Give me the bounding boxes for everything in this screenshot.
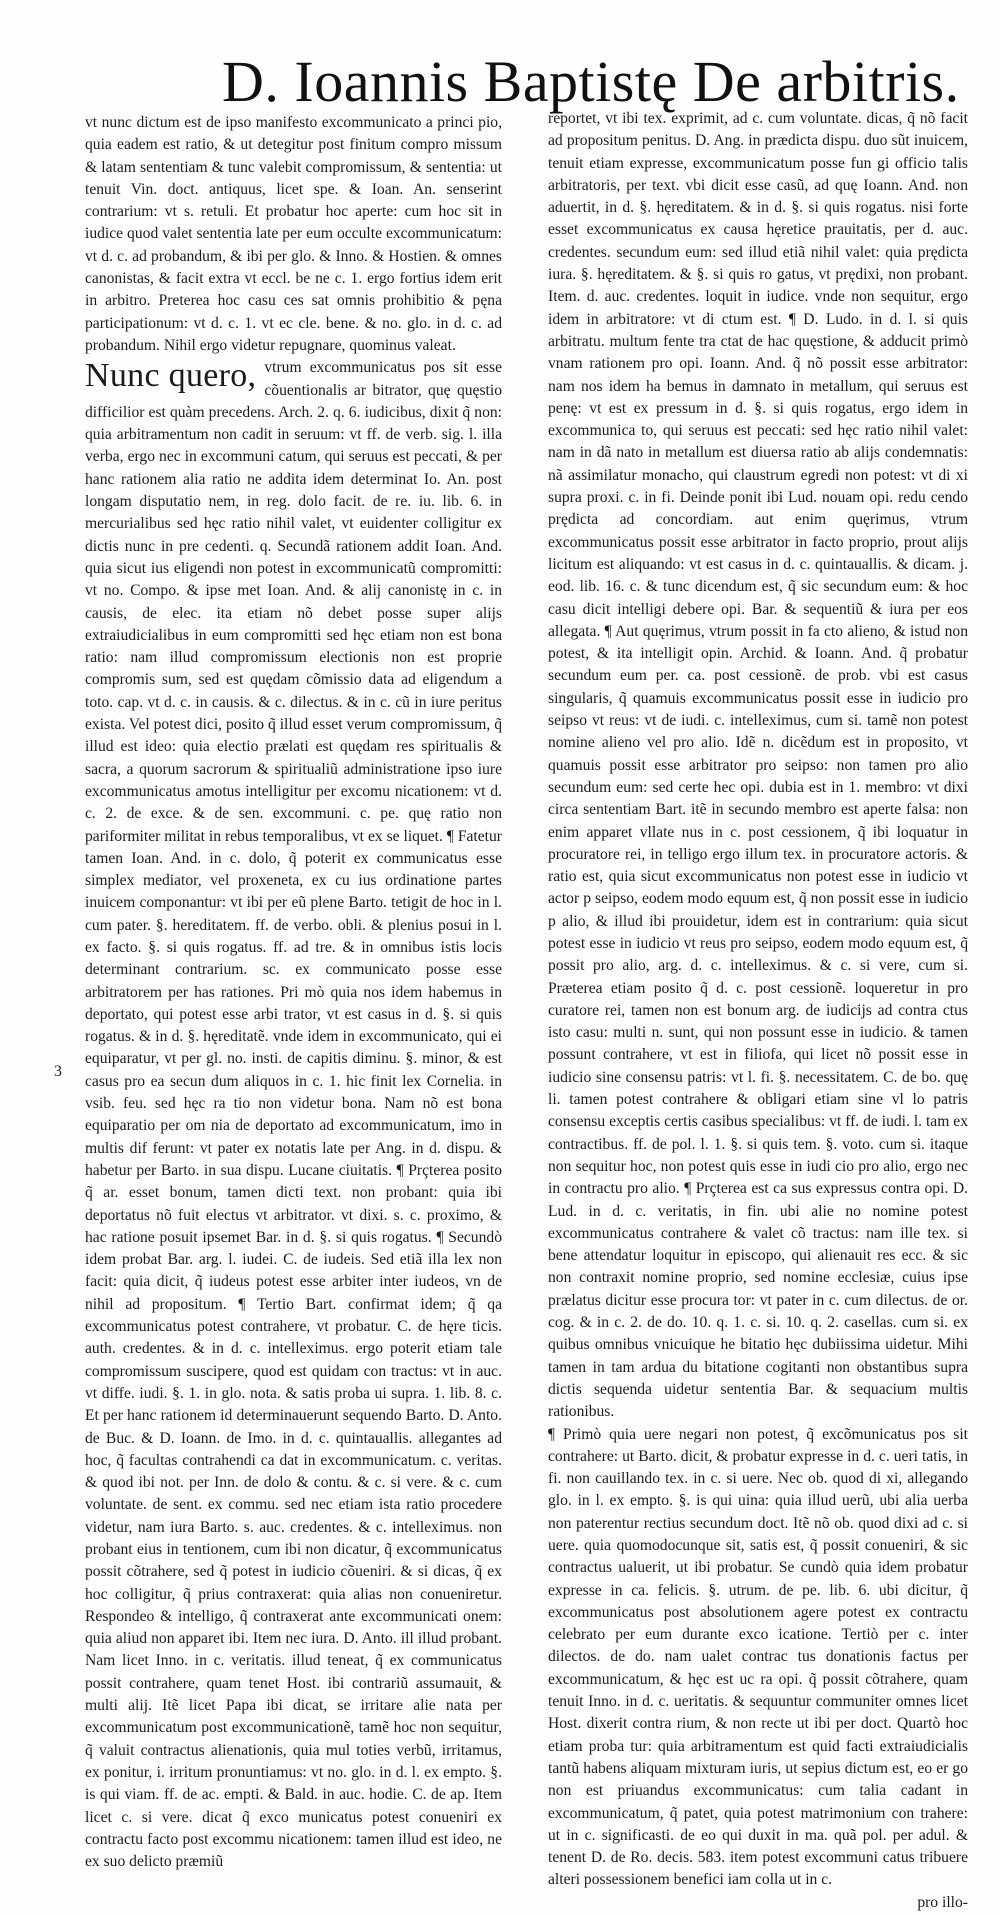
right-paragraph-1: reportet, vt ibi tex. exprimit, ad c. cum voluntate. dicas, q̃ nõ facit ad propositum penitus. D. Ang. in prædicta dispu. duo sũt inuicem, tenuit etiam expresse, excommunicatum posse fun gi officio talis arbitratoris, per text. vbi dicit esse casũ, ad quę Ioann. And. non aduertit, in d. §. hęreditatem. & in d. §. si quis rogatus. nisi forte esset excommunicatus ex causa hęretice prauitatis, per d. auc. credentes. secundum eum: sed illud etiã nihil valet: quia prędicta iura. §. hęreditatem. & §. si quis ro gatus, vt prędixi, non probant. Item. d. auc. credentes. loquit in iudice. vnde non sequitur, ergo idem in arbitratore: vt di ctum est. ¶ D. Ludo. in d. l. si quis arbitratu. multum fente tra ctat de hac quęstione, & adducit primò vnam rationem pro opi. Ioann. And. q̃ nõ possit esse arbitrator: nam nos idem ha bemus in damnato in metallum, qui seruus est penę: vt est ex pressum in d. §. si quis rogatus, ergo idem in excommunica to, qui seruus est peccati: sed hęc ratio nihil valet: nam in dã nato in metallum est diuersa ratio ab alijs condemnatis: nã assimilatur monacho, qui claustrum egredi non potest: vt di xi supra proxi. c. in fi. Deinde ponit ibi Lud. nouam opi. redu cendo prędicta ad concordiam. aut enim quęrimus, vtrum excommunicatus possit esse arbitrator in facto proprio, prout alijs licitum est aliquando: vt est casus in d. c. quintauallis. & dicam. j. eod. lib. 16. c. & tunc dicendum est, q̃ sic secundum eum: & hoc casu dicit intelligi debere opi. Bar. & sequentiũ & iura per eos allegata. ¶ Aut quęrimus, vtrum possit in fa cto alieno, & istud non potest, & ita intelligit opin. Archid. & Ioann. And. q̃ probatur secundum eum per. ca. post cessionẽ. de prob. vbi est casus singularis, q̃ quamuis excommunicatus possit esse in iudicio pro seipso vt reus: vt de iudi. c. intelleximus, cum si. tamẽ non potest nomine alieno vel pro alio. Idẽ n. dicẽdum est in proposito, vt quamuis possit esse arbitrator pro seipso: non tamen pro alio secundum eum: sed certe hec opi. dubia est in 1. membro: vt dixi circa sententiam Bart. itẽ in secundo membro est aperte falsa: non enim apparet vllate nus in c. post cessionem, q̃ ibi loquatur in procuratore rei, in telligo ergo illum tex. in procuratore actoris. & ratio est, quia sicut excommunicatus non potest esse in iudicio vt actor p seipso, eodem modo equum est, q̃ non possit esse in iudicio p alio, & illud ibi prouidetur, idem est in contrarium: quia sicut potest esse in iudicio vt reus pro seipso, eodem modo equum est, q̃ possit pro alio, arg. d. c. intelleximus. & c. si vere, cum si. Præterea etiam posito q̃ d. c. post cessionẽ. loqueretur in pro curatore rei, tamen non est bonum arg. de iudicijs ad contra ctus isto casu: multi n. sunt, qui non possunt esse in iudicio. & tamen possunt contrahere, vt est in filiofa, qui licet nõ possit esse in iudicio sine consensu patris: vt l. fi. §. necessitatem. C. de bo. quę li. tamen potest contrahere & obligari etiam sine vl lo patris consensu exceptis certis casibus specialibus: vt ff. de iudi. l. tam ex contractibus. ff. de pol. l. 1. §. si quis tem. §. voto. cum si. itaque non sequitur hoc, non potest quis esse in iudi cio pro alio, ergo nec in contractu pro alio. ¶ Prçterea est ca sus expressus contra opi. D. Lud. in d. c. veritatis, in fin. ubi alie no nomine potest excommunicatus contrahere & valet cõ tractus: nam ille tex. si bene attendatur loquitur in episcopo, qui alienauit res ecc. & sic non contraxit nomine proprio, sed nomine ecclesiæ, cuius ipse prælatus dicitur esse procura tor: vt pater in c. cum dilectus. de or. cog. & in c. 2. de do. 10. q. 1. c. si. 10. q. 2. casellas. cum si. ex quibus omnibus vnicuique he bitatio hęc dubiissima uidetur. Mihi tamen in tam ardua du bitatione cogitanti non obstantibus supra dictis sequenda uidetur sententia Bar. & sequacium multis rationibus.: [548, 110, 968, 1421]
right-column: [548, 108, 968, 1914]
section-drop-heading: Nunc quero,: [85, 357, 257, 395]
left-paragraph-2: [85, 357, 502, 1873]
left-paragraph-1: vt nunc dictum est de ipso manifesto excommunicato a princi pio, quia eadem est ratio, & ut detegitur post finitum compro missum & latam sententiam & tunc valebit compromissum, & sententia: ut tenuit Vin. doct. antiquus, licet spe. & Ioan. An. senserint contrarium: vt s. retuli. Et probatur hoc aperte: cum hoc sit in iudice quod valet sententia late per eum occulte excommunicatum: vt d. c. ad probandum, & ibi per glo. & Inno. & Hostien. & omnes canonistas, & facit extra vt eccl. be ne c. 1. ergo fortius idem erit in arbitro. Preterea hoc casu ces sat omnis prohibitio & pęna participationum: vt d. c. 1. vt ec cle. bene. & no. glo. in d. c. ad probandum. Nihil ergo videtur repugnare, quominus valeat.: [85, 114, 502, 354]
left-paragraph-2-text: vtrum excommunicatus pos sit esse cõuentionalis ar bitrator, quę quęstio difficilior est quàm precedens. Arch. 2. q. 6. iudicibus, dixit q̃ non: quia arbitramentum non cadit in seruum: vt ff. de verb. sig. l. illa verba, ergo nec in excommuni catum, qui seruus est peccati, & per hanc rationem alia ratio ne addita idem determinat Io. An. post longam disputatio nem, in reg. dolo facit. de re. iu. lib. 6. in mercurialibus sed hęc ratio nihil valet, vt euidenter colligitur ex dictis nunc in pre cedenti. q. Secundã rationem addit Ioan. And. quia sicut ius eligendi non potest in excommunicatũ compromitti: vt no. Compo. & ipse met Ioan. And. & alij canonistę in c. in causis, de elec. ita etiam nõ debet posse super alijs extraiudicialibus in eum compromitti sed hęc etiam non est bona ratio: nam illud compromissum electionis non est proprie compromis sum, sed est quędam cõmissio data ad eligendum a toto. cap. vt d. c. in causis. & c. dilectus. & in c. cũ in iure peritus exista. Vel potest dici, posito q̃ illud esset verum compromissum, q̃ illud est ideo: quia electio prælati est quędam res spiritualis & sacra, a quorum sacrorum & spiritualiũ administratione ipso iure excommunicatus amotus intelligitur per excomu nicationem: vt d. c. 2. de exce. & de sen. excommuni. c. pe. quę ratio non pariformiter militat in rebus temporalibus, vt ex se liquet. ¶ Fatetur tamen Ioan. And. in c. dolo, q̃ poterit ex communicatus esse simplex mediator, vel proxeneta, ex cu ius ordinatione partes inuicem componantur: vt ibi per eũ plene Barto. tetigit de hoc in l. cum pater. §. hereditatem. ff. de verbo. obli. & plenius posui in l. ex facto. §. si quis rogatus. ff. ad tre. & in omnibus istis locis determinant contrarium. sc. ex communicato posse esse arbitratorem per has rationes. Pri mò quia nos idem habemus in deportato, qui potest esse arbi trator, vt est casus in d. §. si quis rogatus. & in d. §. hęreditatẽ. vnde idem in excommunicato, qui ei equiparatur, vt per gl. no. insti. de capitis diminu. §. minor, & est casus pro ea secun dum aliquos in c. 1. hic finit lex Cornelia. in vsib. feu. sed hęc ra tio non videtur bona. Nam nõ est bona equiparatio per om nia de deportato ad excommunicatum, imo in multis dif ferunt: vt pater ex notatis late per Ang. in d. dispu. & habetur per Barto. in sua dispu. Lucane ciuitatis. ¶ Prçterea posito q̃ ar. esset bonum, tamen dicti text. non probant: quia ibi deportatus nõ fuit electus vt arbitrator. vt dixi. s. c. proximo, & hac ratione posuit ipsemet Bar. in d. §. si quis rogatus. ¶ Secundò idem probat Bar. arg. l. iudei. C. de iudeis. Sed etiã illa lex non facit: quia dicit, q̃ iudeus potest esse arbiter inter iudeos, vn de nihil ad propositum. ¶ Tertio Bart. confirmat idem; q̃ qa excommunicatus potest contrahere, vt probatur. C. de hęre ticis. auth. credentes. & in d. c. intelleximus. ergo poterit etiam tale compromissum suscipere, quod est quidam con tractus: vt in auc. vt diffe. iudi. §. 1. in glo. nota. & satis proba ui supra. 1. lib. 8. c. Et per hanc rationem id determinauerunt sequendo Barto. D. Anto. de Buc. & D. Ioann. de Imo. in d. c. quintauallis. allegantes ad hoc, q̃ facultas contrahendi ca dat in excommunicatum. c. veritas. & quod ibi not. per Inn. de dolo & contu. & c. si vere. & c. cum voluntate. de sent. ex commu. sed nec etiam ista ratio procedere videtur, nam iura Barto. s. auc. credentes. & c. intelleximus. non probant eius in tentionem, cum ibi non dicatur, q̃ excommunicatus possit cõtrahere, sed q̃ potest in iudicio cõueniri. & si dicas, q̃ ex hoc colligitur, q̃ prius contraxerat: quia alias non conueniretur. Respondeo & intelligo, q̃ contraxerat ante excommunicati onem: quia aliud non apparet ibi. Item nec iura. D. Anto. ill illud probant. Nam licet Inno. in c. veritatis. illud teneat, q̃ ex communicatus possit contrahere, quam tenet Host. ibi contrariũ assumauit, & multi alij. Itẽ licet Papa ibi dicat, se irritare alie nata per excommunicatum post excommunicationẽ, tamẽ hoc non sequitur, q̃ valuit contractus alienationis, quia mul toties verbũ, irritamus, ex ponitur, i. irritum pronuntiamus: vt no. glo. in d. l. ex empto. §. is qui viam. ff. de ac. empti. & Bald. in auc. hodie. C. de ap. Item licet c. si vere. dicat q̃ exco municatus potest conueniri ex contractu facto post excommu nicationem: tamen illud est ideo, ne ex suo delicto præmiũ: [85, 359, 502, 1871]
margin-number: 3: [54, 1063, 62, 1080]
left-column: [85, 112, 502, 1873]
catchword: pro illo-: [917, 1893, 968, 1911]
right-paragraph-2: ¶ Primò quia uere negari non potest, q̃ excõmunicatus pos sit contrahere: ut Barto. dicit, & probatur expresse in d. c. ueri tatis, in fi. non cauillando tex. in c. si uere. Nec ob. quod di xi, allegando glo. in l. ex empto. §. is qui uina: quia illud uerũ, ubi alia uerba non paterentur rectius secundum doct. Itẽ nõ ob. quod dixi ad c. si uere. quia quomodocunque sit, satis est, q̃ possit conueniri, & sic contractus ualuerit, ut ibi probatur. Se cundò quia idem probatur expresse in ca. felicis. §. utrum. de pe. lib. 6. ubi dicitur, q̃ excommunicatus post absolutionem agere potest ex contractu celebrato per eum durante exco icatione. Tertiò per c. inter dilectos. de do. nam ualet contrac tus donationis factus per excommunicatum, & hęc est uc ra opi. q̃ possit cõtrahere, quam tenuit Inno. in d. c. ueritatis. & sequuntur communiter omnes licet Host. dixerit contra rium, & non recte ut ibi per doct. Quartò hoc etiam proba tur: quia arbitramentum est quid facti extraiudicialis tantũ habens aliquam mixturam iuris, ut sepius dictum est, eo er go non est priuandus excommunicatus: cum talia cadant in excommunicatum, q̃ patet, quia potest matrimonium con trahere: ut in c. significasti. de eo qui duxit in ma. quã pol. per adul. & tenent D. de Ro. decis. 583. item potest excommuni catus tribuere alteri possessionem benefici iam colla ut in c.: [548, 1425, 968, 1889]
running-head-title: D. Ioannis Baptistę De arbitris.: [222, 49, 960, 114]
